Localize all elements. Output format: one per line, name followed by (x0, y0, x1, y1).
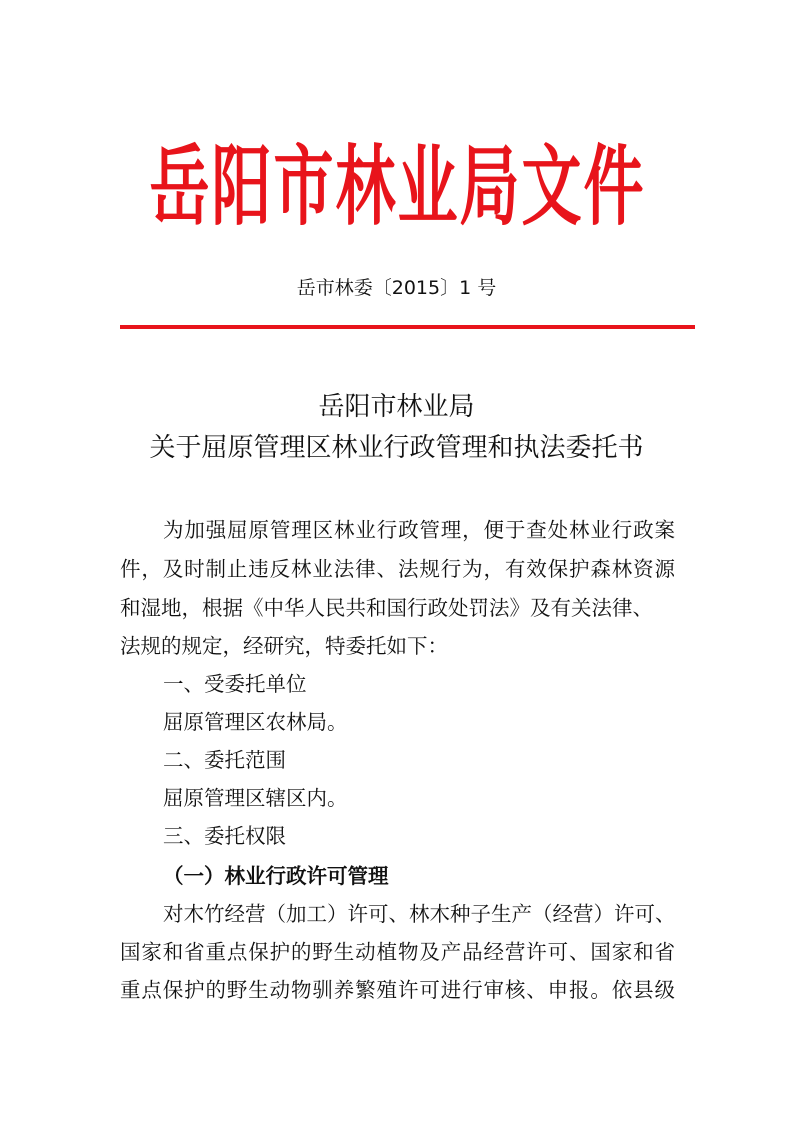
subsection-heading: （一）林业行政许可管理 (163, 864, 389, 888)
section-heading: 一、受委托单位 (163, 672, 307, 696)
paragraph-line: 和湿地，根据《中华人民共和国行政处罚法》及有关法律、 (120, 596, 653, 620)
paragraph-line: 重点保护的野生动物驯养繁殖许可进行审核、申报。依县级 (120, 978, 675, 1002)
section-text: 屈原管理区农林局。 (163, 710, 348, 734)
section-heading: 二、委托范围 (163, 748, 286, 772)
section-text: 屈原管理区辖区内。 (163, 786, 348, 810)
letterhead-title: 岳阳市林业局文件 (149, 136, 646, 239)
paragraph-line: 国家和省重点保护的野生动植物及产品经营许可、国家和省 (120, 940, 675, 964)
paragraph-line: 法规的规定，经研究，特委托如下： (120, 634, 448, 658)
paragraph-line: 对木竹经营（加工）许可、林木种子生产（经营）许可、 (163, 902, 676, 926)
document-title-line1: 岳阳市林业局 (318, 392, 475, 422)
paragraph-line: 为加强屈原管理区林业行政管理，便于查处林业行政案 (163, 518, 675, 542)
paragraph-line: 件，及时制止违反林业法律、法规行为，有效保护森林资源 (120, 557, 675, 581)
red-divider (120, 325, 695, 329)
document-title-line2: 关于屈原管理区林业行政管理和执法委托书 (149, 433, 644, 463)
document-number: 岳市林委〔2015〕1 号 (296, 277, 497, 299)
section-heading: 三、委托权限 (163, 824, 286, 848)
